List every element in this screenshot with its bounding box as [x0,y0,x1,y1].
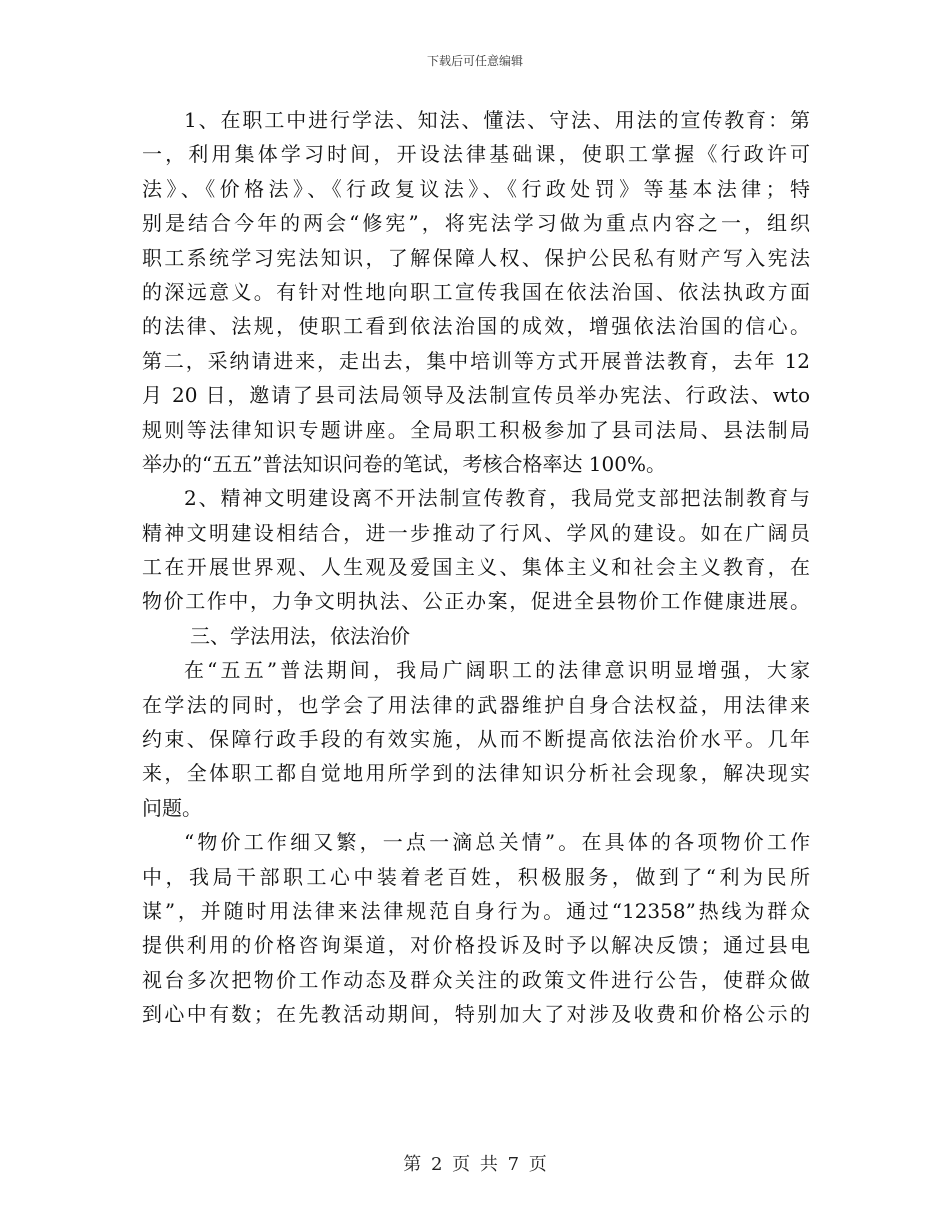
text-line: 提供利用的价格咨询渠道，对价格投诉及时予以解决反馈；通过县电 [142,933,810,958]
text-line: 职工系统学习宪法知识，了解保障人权、保护公民私有财产写入宪法 [142,245,810,270]
text-line: 约束、保障行政手段的有效实施，从而不断提高依法治价水平。几年 [142,727,810,752]
text-line: 的深远意义。有针对性地向职工宣传我国在依法治国、依法执政方面 [142,279,810,304]
text-line: 在“五五”普法期间，我局广阔职工的法律意识明显增强，大家 [184,658,810,683]
text-line: 在学法的同时，也学会了用法律的武器维护自身合法权益，用法律来 [142,692,810,717]
text-line: 举办的“五五”普法知识问卷的笔试，考核合格率达 100%。 [142,451,666,476]
text-line: “物价工作细又繁，一点一滴总关情”。在具体的各项物价工作 [184,830,810,855]
text-line: 月 20 日，邀请了县司法局领导及法制宣传员举办宪法、行政法、wto [142,383,810,408]
text-line: 的法律、法规，使职工看到依法治国的成效，增强依法治国的信心。 [142,314,810,339]
text-line: 1、在职工中进行学法、知法、懂法、守法、用法的宣传教育：第 [184,108,810,132]
text-line: 来，全体职工都自觉地用所学到的法律知识分析社会现象，解决现实 [142,761,810,786]
text-line: 2、精神文明建设离不开法制宣传教育，我局党支部把法制教育与 [184,486,810,511]
text-line: 物价工作中，力争文明执法、公正办案，促进全县物价工作健康进展。 [142,589,810,614]
text-line: 规则等法律知识专题讲座。全局职工积极参加了县司法局、县法制局 [142,417,810,442]
text-line: 到心中有数；在先教活动期间，特别加大了对涉及收费和价格公示的 [142,1002,810,1027]
text-line: 一，利用集体学习时间，开设法律基础课，使职工掌握《行政许可 [142,142,810,167]
section-heading: 三、学法用法，依法治价 [190,623,410,648]
page-header: 下载后可任意编辑 [426,54,523,68]
text-line: 谋”，并随时用法律来法律规范自身行为。通过“12358”热线为群众 [142,898,810,923]
text-line: 问题。 [142,795,202,820]
text-line: 中，我局干部职工心中装着老百姓，积极服务，做到了“利为民所 [142,864,810,889]
text-line: 别是结合今年的两会“修宪”，将宪法学习做为重点内容之一，组织 [142,211,810,236]
text-line: 视台多次把物价工作动态及群众关注的政策文件进行公告，使群众做 [142,967,810,992]
document-body [142,103,810,1032]
text-line: 法》、《价格法》、《行政复议法》、《行政处罚》等基本法律；特 [142,176,810,201]
page-number: 第 2 页 共 7 页 [403,1154,547,1175]
text-line: 精神文明建设相结合，进一步推动了行风、学风的建设。如在广阔员 [142,520,810,545]
text-line: 第二，采纳请进来，走出去，集中培训等方式开展普法教育，去年 12 [142,348,810,373]
text-line: 工在开展世界观、人生观及爱国主义、集体主义和社会主义教育，在 [142,555,810,580]
